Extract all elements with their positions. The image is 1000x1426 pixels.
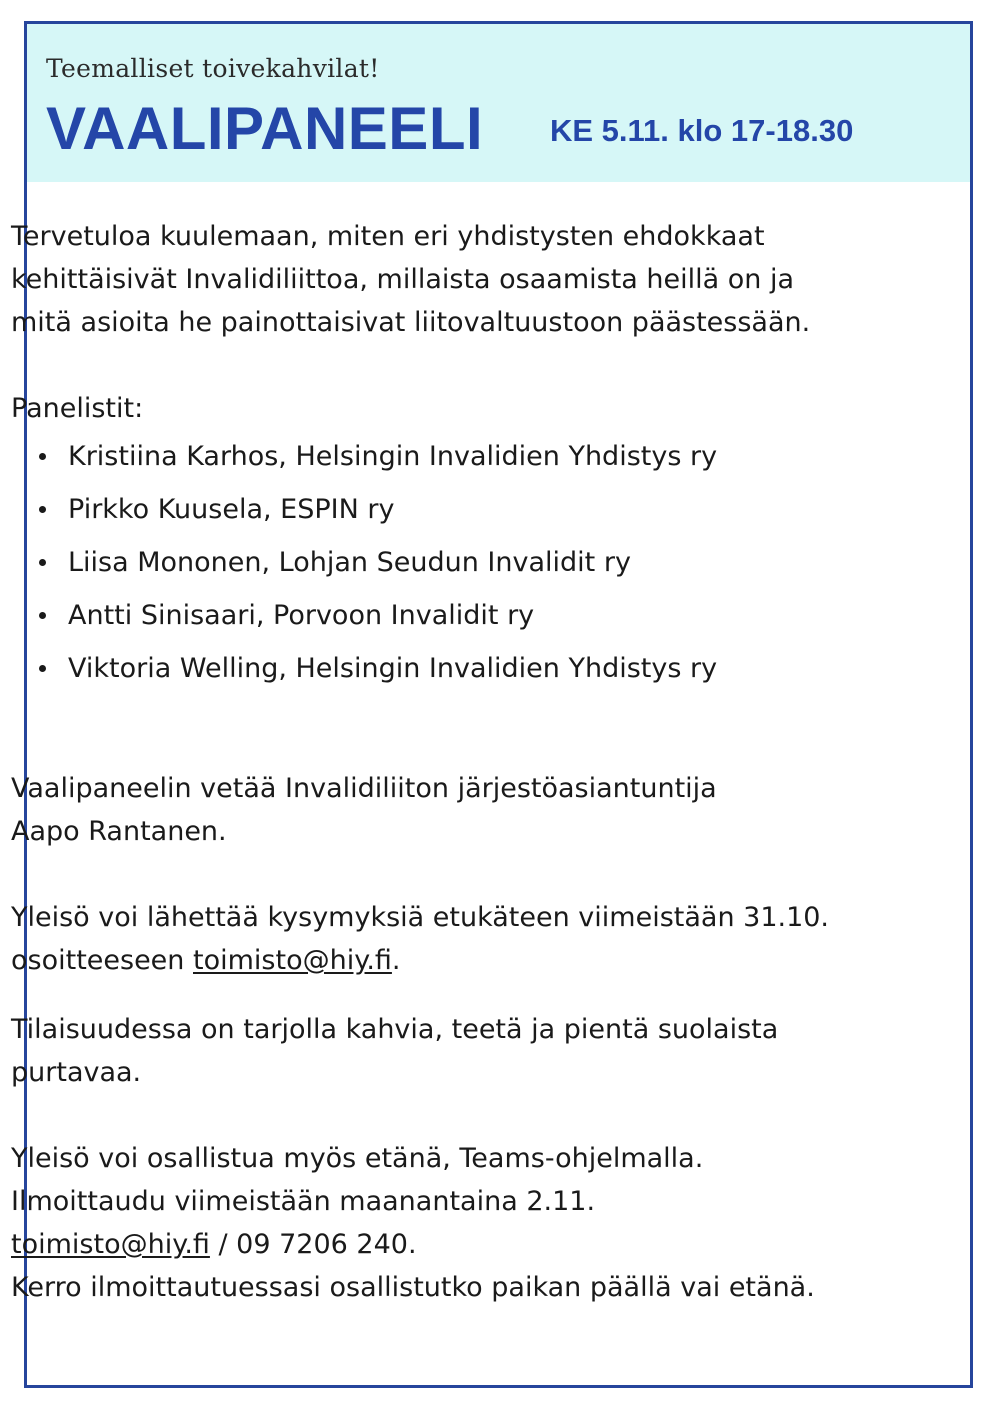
remote-contact-line [11,1223,931,1266]
moderator-line: Aapo Rantanen. [11,816,227,847]
questions-prefix: osoitteeseen [11,945,193,976]
panelist-item [11,541,931,594]
bullet-icon [39,506,46,513]
panelist-name: Pirkko Kuusela, ESPIN ry [68,494,395,525]
event-date: KE 5.11. klo 17-18.30 [550,113,854,148]
questions-suffix: . [391,945,401,976]
panelist-list [11,435,931,700]
moderator-paragraph [11,767,931,853]
intro-paragraph [11,215,931,344]
intro-line: mitä asioita he painottaisivat liitovaltuustoon päästessään. [11,307,811,338]
tagline: Teemalliset toivekahvilat! [46,54,380,83]
refreshments-paragraph [11,1008,931,1094]
phone-number: / 09 7206 240. [209,1229,417,1260]
intro-line: Tervetuloa kuulemaan, miten eri yhdistysten ehdokkaat [11,221,765,252]
poster-body [11,215,931,1309]
panelist-item [11,435,931,488]
event-title: VAALIPANEELI [46,95,484,162]
remote-line: Yleisö voi osallistua myös etänä, Teams-ohjelmalla. [11,1143,704,1174]
panelist-name: Kristiina Karhos, Helsingin Invalidien Yhdistys ry [68,441,718,472]
panelist-item [11,647,931,700]
bullet-icon [39,453,46,460]
panelist-item [11,594,931,647]
refreshments-line: Tilaisuudessa on tarjolla kahvia, teetä ja pientä suolaista [11,1014,779,1045]
questions-line: Yleisö voi lähettää kysymyksiä etukäteen viimeistään 31.10. [11,902,830,933]
moderator-line: Vaalipaneelin vetää Invalidiliiton järjestöasiantuntija [11,773,717,804]
header-banner [27,24,970,182]
panelist-name: Antti Sinisaari, Porvoon Invalidit ry [68,600,535,631]
panelist-name: Liisa Mononen, Lohjan Seudun Invalidit ry [68,547,631,578]
questions-line [11,939,931,982]
refreshments-line: purtavaa. [11,1057,142,1088]
bullet-icon [39,612,46,619]
email-link[interactable]: toimisto@hiy.fi [11,1229,210,1260]
panelist-item [11,488,931,541]
panel-heading: Panelistit: [11,393,144,424]
intro-line: kehittäisivät Invalidiliittoa, millaista osaamista heillä on ja [11,264,795,295]
remote-paragraph [11,1137,931,1309]
questions-paragraph [11,896,931,982]
remote-line: Ilmoittaudu viimeistään maanantaina 2.11. [11,1186,596,1217]
bullet-icon [39,559,46,566]
bullet-icon [39,665,46,672]
panelist-name: Viktoria Welling, Helsingin Invalidien Yhdistys ry [68,653,718,684]
remote-line: Kerro ilmoittautuessasi osallistutko paikan päällä vai etänä. [11,1272,815,1303]
email-link[interactable]: toimisto@hiy.fi [193,945,392,976]
